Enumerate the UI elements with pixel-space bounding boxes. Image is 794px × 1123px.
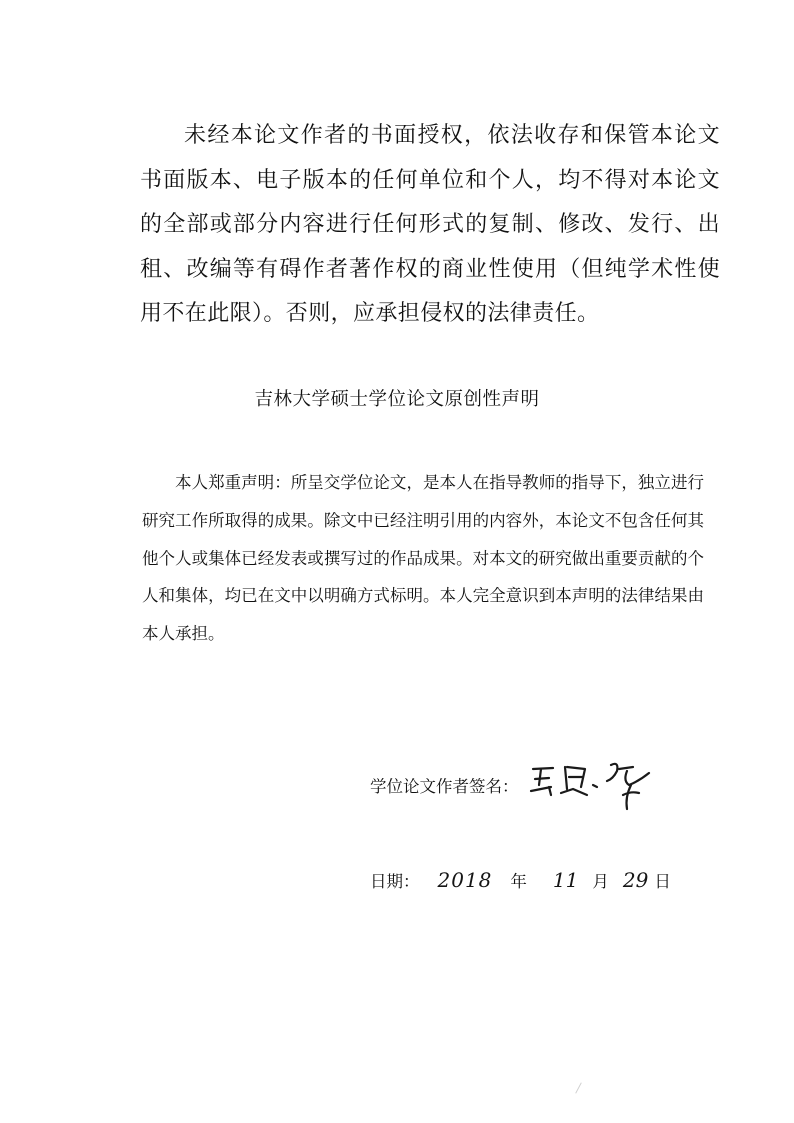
declaration-paragraph: 本人郑重声明：所呈交学位论文，是本人在指导教师的指导下，独立进行研究工作所取得的成果。除文中已经注明引用的内容外，本论文不包含任何其他个人或集体已经发表或撰写过的作品成果。对本文的研究做出重要贡献的个人和集体，均已在文中以明确方式标明。本人完全意识到本声明的法律结果由本人承担。 bbox=[142, 473, 704, 644]
scan-mark bbox=[575, 1082, 582, 1093]
authorization-paragraph: 未经本论文作者的书面授权，依法收存和保管本论文书面版本、电子版本的任何单位和个人，均不得对本论文的全部或部分内容进行任何形式的复制、修改、发行、出租、改编等有碍作者著作权的商业性使用（但纯学术性使用不在此限）。否则，应承担侵权的法律责任。 bbox=[140, 123, 720, 326]
signature-row bbox=[370, 755, 657, 815]
date-row bbox=[370, 858, 671, 902]
date-day-unit: 日 bbox=[654, 872, 671, 891]
date-label: 日期： bbox=[370, 872, 420, 891]
date-month-unit: 月 bbox=[592, 872, 609, 891]
date-month: 11 bbox=[552, 868, 579, 892]
handwritten-signature bbox=[527, 757, 657, 813]
signature-label: 学位论文作者签名： bbox=[370, 777, 519, 796]
declaration-title: 吉林大学硕士学位论文原创性声明 bbox=[254, 389, 540, 410]
date-year-unit: 年 bbox=[510, 872, 527, 891]
date-year: 2018 bbox=[437, 868, 493, 892]
date-day: 29 bbox=[622, 868, 649, 892]
